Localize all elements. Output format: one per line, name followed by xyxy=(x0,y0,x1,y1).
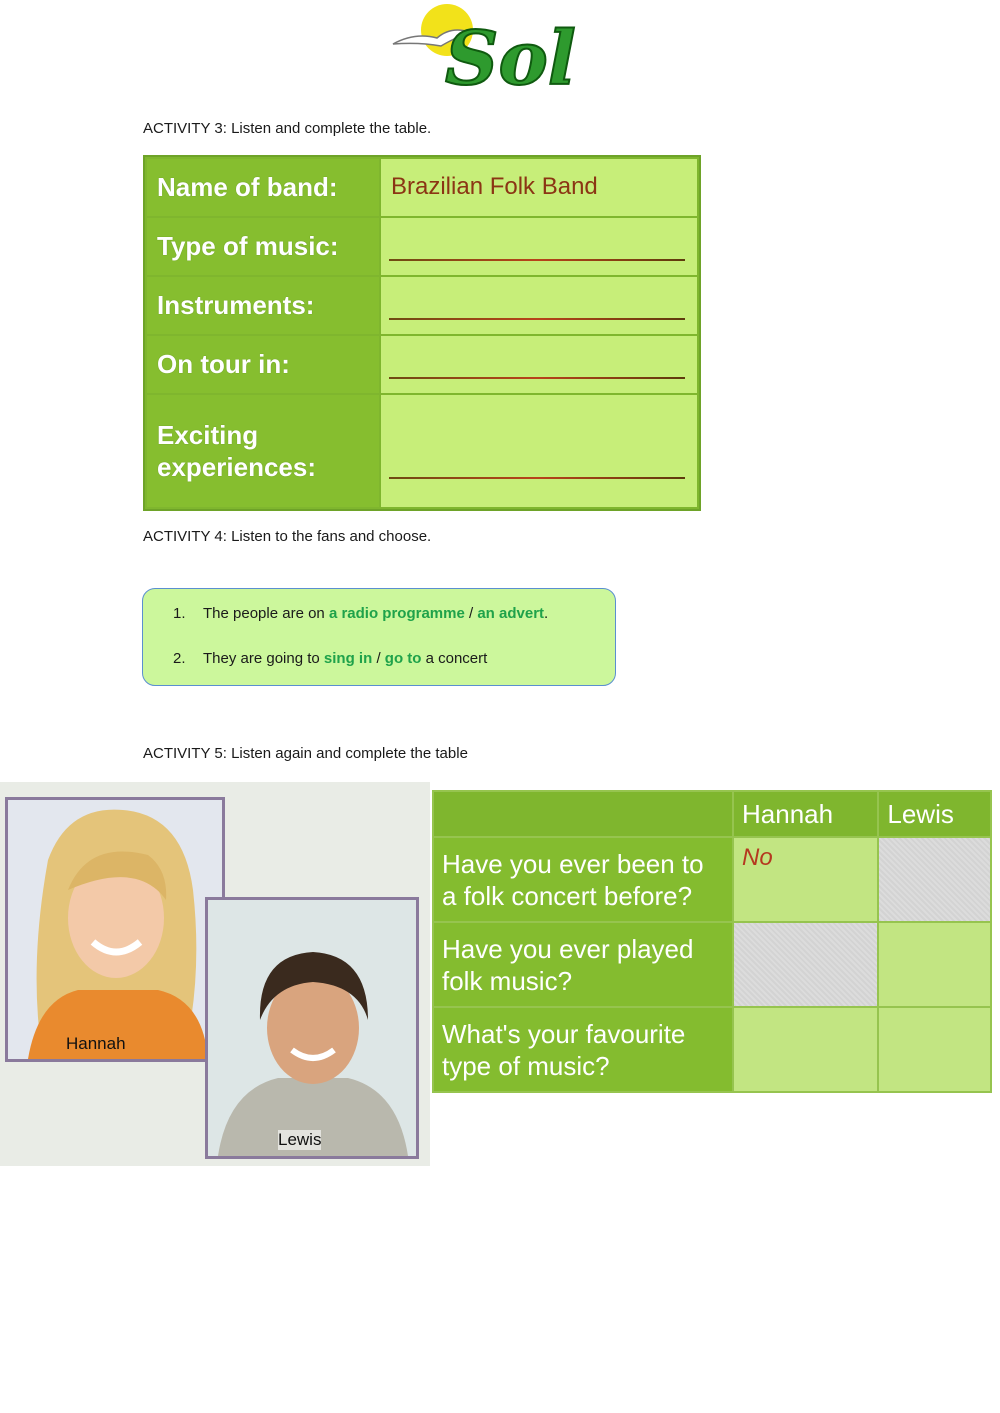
answer-cell[interactable] xyxy=(380,158,698,217)
answer-cell-hannah[interactable] xyxy=(733,1007,878,1092)
row-label: Type of music: xyxy=(146,217,380,276)
table-row xyxy=(146,217,698,276)
answer-line xyxy=(389,318,685,320)
column-header xyxy=(433,791,733,837)
column-header: Lewis xyxy=(878,791,991,837)
answer-cell-hannah[interactable] xyxy=(733,922,878,1007)
column-header: Hannah xyxy=(733,791,878,837)
photo-caption: Lewis xyxy=(278,1130,322,1149)
question-2: 2. They are going to sing in / go to a concert xyxy=(173,650,488,667)
answer-line xyxy=(389,259,685,261)
row-label: Exciting experiences: xyxy=(146,394,380,508)
question-cell: What's your favourite type of music? xyxy=(433,1007,733,1092)
table-row xyxy=(146,276,698,335)
question-cell: Have you ever played folk music? xyxy=(433,922,733,1007)
table-header-row xyxy=(433,791,991,837)
answer-text: Brazilian Folk Band xyxy=(391,173,598,201)
answer-cell-lewis[interactable] xyxy=(878,922,991,1007)
table-row xyxy=(433,922,991,1007)
option-go-to[interactable]: go to xyxy=(384,650,422,667)
option-an-advert[interactable]: an advert xyxy=(477,605,545,622)
table-row xyxy=(146,158,698,217)
activity5-heading: ACTIVITY 5: Listen again and complete the table xyxy=(143,745,468,762)
table-row xyxy=(433,1007,991,1092)
answer-field[interactable] xyxy=(380,394,698,508)
answer-field[interactable] xyxy=(380,217,698,276)
row-label: Instruments: xyxy=(146,276,380,335)
row-label: Name of band: xyxy=(146,158,380,217)
question-cell: Have you ever been to a folk concert before? xyxy=(433,837,733,922)
photo-caption: Hannah xyxy=(66,1034,126,1053)
activity4-box xyxy=(142,588,616,686)
question-1: 1. The people are on a radio programme / an advert. xyxy=(173,605,549,622)
answer-line xyxy=(389,477,685,479)
answer-cell-hannah[interactable]: No xyxy=(733,837,878,922)
table-row xyxy=(146,335,698,394)
photos-panel xyxy=(0,782,430,1166)
answer-field[interactable] xyxy=(380,276,698,335)
activity3-table xyxy=(143,155,701,511)
answer-line xyxy=(389,377,685,379)
activity4-heading: ACTIVITY 4: Listen to the fans and choose. xyxy=(143,528,432,545)
row-label: On tour in: xyxy=(146,335,380,394)
activity5-table xyxy=(432,790,992,1093)
table-row xyxy=(146,394,698,508)
option-sing-in[interactable]: sing in xyxy=(323,650,373,667)
question-number: 2. xyxy=(173,650,186,667)
answer-cell-lewis[interactable] xyxy=(878,1007,991,1092)
table-row xyxy=(433,837,991,922)
sol-logo xyxy=(385,2,585,94)
lewis-photo xyxy=(205,897,419,1159)
activity3-heading: ACTIVITY 3: Listen and complete the table. xyxy=(143,120,432,137)
question-number: 1. xyxy=(173,605,186,622)
answer-field[interactable] xyxy=(380,335,698,394)
answer-cell-lewis[interactable] xyxy=(878,837,991,922)
hannah-photo xyxy=(5,797,225,1062)
option-a-radio-programme[interactable]: a radio programme xyxy=(328,605,465,622)
logo-text: Sol xyxy=(445,16,576,94)
